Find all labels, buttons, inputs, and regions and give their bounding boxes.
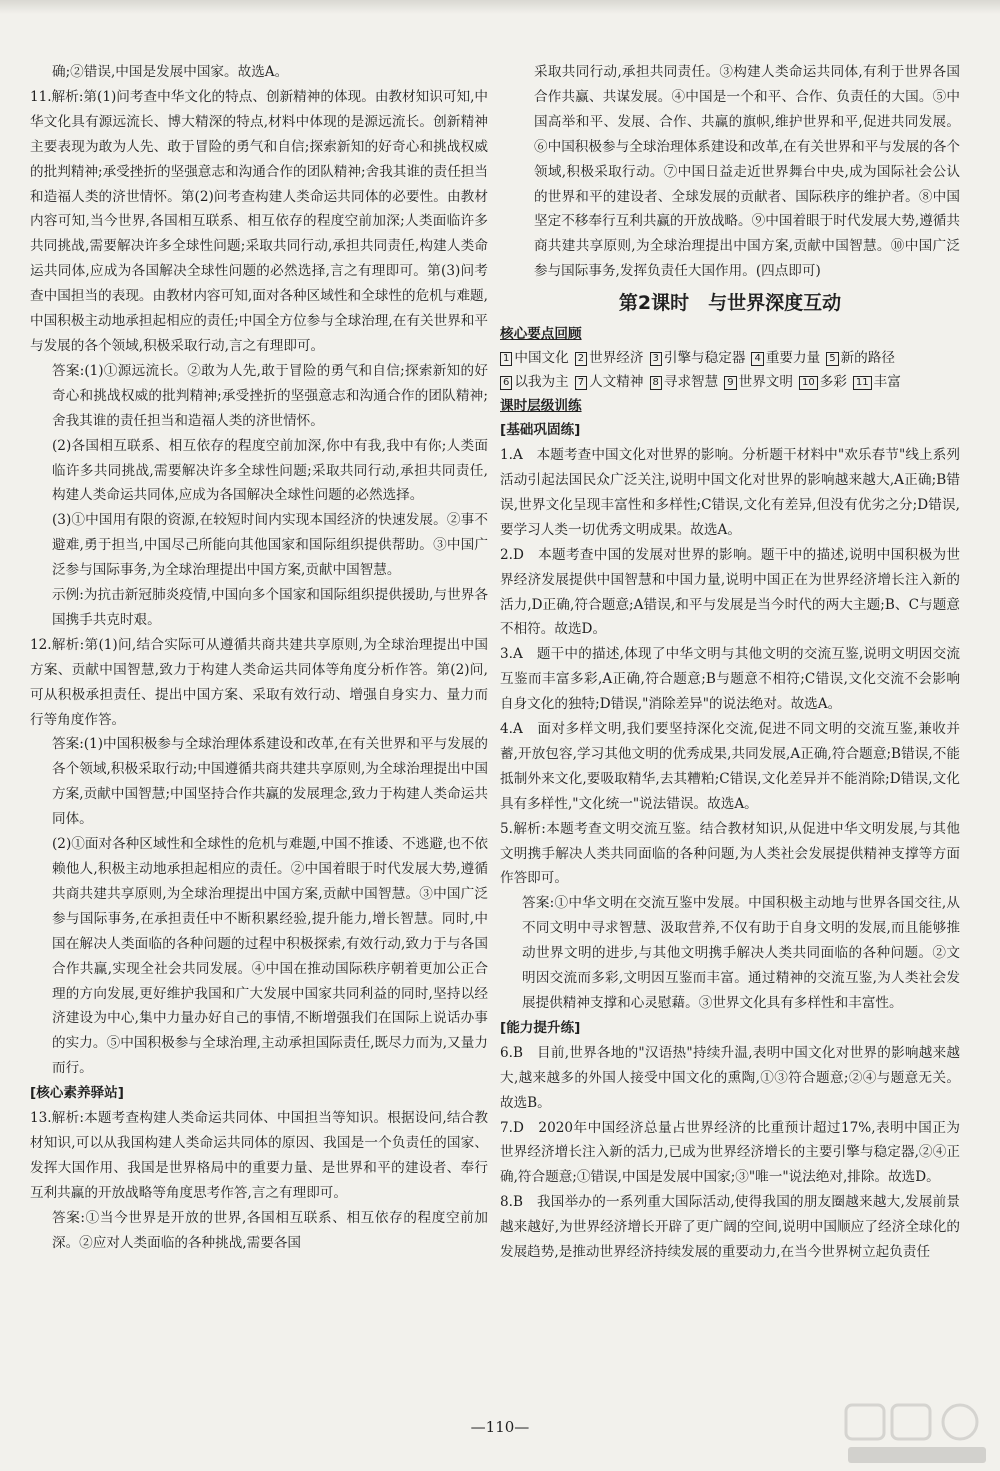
answer-paragraph: 4.A 面对多样文明,我们要坚持深化交流,促进不同文明的交流互鉴,兼收并蓄,开放包容,学习其他文明的优秀成果,共同发展,A正确,符合题意;B错误,不能抵制外来文化,要吸取精华,去其糟粕;C错误,文化差异并不能消除;D错误,文化具有多样性,"文化统一"说法错误。故选A。: [500, 721, 960, 812]
page-top-shadow: [0, 0, 1000, 14]
right-column-exercises: [500, 418, 960, 1265]
key-point-number: 1: [500, 352, 512, 366]
key-point-item: [724, 370, 793, 394]
key-point-number: 2: [575, 352, 587, 366]
section-heading: [核心素养驿站]: [30, 1085, 124, 1102]
section-heading: [能力提升练]: [500, 1019, 581, 1036]
answer-paragraph: 12.解析:第(1)问,结合实际可从遵循共商共建共享原则,为全球治理提出中国方案、贡献中国智慧,致力于构建人类命运共同体等角度分析作答。第(2)问,可从积极承担责任、提出中国方案、采取有效行动、增强自身实力、量力而行等角度作答。: [30, 636, 488, 728]
key-point-number: 7: [575, 376, 587, 390]
right-column-continuation: [500, 60, 960, 284]
answer-paragraph: 2.D 本题考查中国的发展对世界的影响。题干中的描述,说明中国积极为世界经济发展提供中国智慧和中国力量,说明中国正在为世界经济增长注入新的活力,D正确,符合题意;A错误,和平与发展是当今时代的两大主题;B、C与题意不相符。故选D。: [500, 546, 960, 638]
key-point-text: 丰富: [873, 374, 901, 391]
answer-paragraph: (2)各国相互联系、相互依存的程度空前加深,你中有我,我中有你;人类面临许多共同挑战,需要解决许多全球性问题;采取共同行动,承担共同责任,构建人类命运共同体,应成为各国解决全球性问题的必然选择。: [52, 437, 488, 504]
watermark-logo-icon: [842, 1401, 992, 1467]
answer-paragraph: 确;②错误,中国是发展中国家。故选A。: [52, 64, 289, 80]
answer-paragraph: 答案:(1)中国积极参与全球治理体系建设和改革,在有关世界和平与发展的各个领域,积极采取行动;中国遵循共商共建共享原则,为全球治理提出中国方案,贡献中国智慧;中国坚持合作共赢的发展理念,致力于构建人类命运共同体。: [52, 736, 488, 828]
page-number: —110—: [470, 1418, 530, 1436]
key-point-number: 4: [751, 352, 763, 366]
key-point-text: 世界文明: [738, 374, 793, 391]
answer-paragraph: 8.B 我国举办的一系列重大国际活动,使得我国的朋友圈越来越大,发展前景越来越好,为世界经济增长开辟了更广阔的空间,说明中国顺应了经济全球化的发展趋势,是推动世界经济持续发展的重要动力,在当今世界树立起负责任: [500, 1194, 960, 1261]
key-point-text: 新的路径: [840, 350, 895, 367]
key-point-number: 6: [500, 376, 512, 390]
key-point-text: 人文精神: [589, 374, 644, 391]
key-points-list: [500, 346, 960, 394]
key-point-item: [799, 370, 847, 394]
key-point-item: [500, 346, 569, 370]
answer-paragraph: 6.B 目前,世界各地的"汉语热"持续升温,表明中国文化对世界的影响越来越大,越来越多的外国人接受中国文化的熏陶,①③符合题意;②④与题意无关。故选B。: [500, 1044, 960, 1111]
key-point-number: 5: [826, 352, 838, 366]
answer-paragraph: (3)①中国用有限的资源,在较短时间内实现本国经济的快速发展。②事不避难,勇于担当,中国尽己所能向其他国家和国际组织提供帮助。③中国广泛参与国际事务,为全球治理提出中国方案,贡献中国智慧。: [52, 512, 488, 579]
key-point-item: [500, 370, 569, 394]
answer-paragraph: 7.D 2020年中国经济总量占世界经济的比重预计超过17%,表明中国正为世界经济增长注入新的活力,已成为世界经济增长的主要引擎与稳定器,②④正确,符合题意;①错误,中国是发展中国家;③"唯一"说法绝对,排除。故选D。: [500, 1119, 960, 1186]
answer-paragraph: 1.A 本题考查中国文化对世界的影响。分析题干材料中"欢乐春节"线上系列活动引起法国民众广泛关注,说明中国文化对世界的影响越来越大,A正确;B错误,世界文化呈现丰富性和多样性;C错误,文化有差异,但没有优劣之分;D错误,要学习人类一切优秀文明成果。故选A。: [500, 447, 960, 538]
key-point-text: 多彩: [819, 374, 847, 391]
key-point-text: 引擎与稳定器: [663, 350, 746, 367]
key-point-text: 寻求智慧: [663, 374, 719, 391]
key-point-item: [650, 370, 719, 394]
answer-paragraph: 答案:①中华文明在交流互鉴中发展。中国积极主动地与世界各国交往,从不同文明中寻求智慧、汲取营养,不仅有助于自身文明的发展,而且能够推动世界文明的进步,与其他文明携手解决人类共同面临的各种问题。②文明因交流而多彩,文明因互鉴而丰富。通过精神的交流互鉴,为人类社会发展提供精神支撑和心灵慰藉。③世界文化具有多样性和丰富性。: [522, 895, 960, 1011]
key-point-text: 中国文化: [514, 350, 569, 367]
answer-paragraph: 采取共同行动,承担共同责任。③构建人类命运共同体,有利于世界各国合作共赢、共谋发展。④中国是一个和平、合作、负责任的大国。⑤中国高举和平、发展、合作、共赢的旗帜,维护世界和平,促进共同发展。⑥中国积极参与全球治理体系建设和改革,在有关世界和平与发展的各个领域,积极采取行动。⑦中国日益走近世界舞台中央,成为国际社会公认的世界和平的建设者、全球发展的贡献者、国际秩序的维护者。⑧中国坚定不移奉行互利共赢的开放战略。⑨中国着眼于时代发展大势,遵循共商共建共享原则,为全球治理提出中国方案,贡献中国智慧。⑩中国广泛参与国际事务,发挥负责任大国作用。(四点即可): [534, 64, 960, 280]
lesson-title: 第2课时 与世界深度互动: [618, 292, 842, 315]
key-point-item: [751, 346, 820, 370]
key-point-number: 3: [650, 352, 662, 366]
key-point-item: [853, 370, 901, 394]
key-point-number: 9: [724, 376, 736, 390]
answer-paragraph: 答案:(1)①源远流长。②敢为人先,敢于冒险的勇气和自信;探索新知的好奇心和挑战权威的批判精神;承受挫折的坚强意志和沟通合作的团队精神;舍我其谁的责任担当和造福人类的济世情怀。: [52, 362, 488, 429]
key-point-item: [575, 370, 644, 394]
answer-paragraph: 11.解析:第(1)问考查中华文化的特点、创新精神的体现。由教材知识可知,中华文化具有源远流长、博大精深的特点,材料中体现的是源远流长。创新精神主要表现为敢为人先、敢于冒险的勇气和自信;探索新知的好奇心和挑战权威的批判精神;承受挫折的坚强意志和沟通合作的团队精神;舍我其谁的责任担当和造福人类的济世情怀。第(2)问考查构建人类命运共同体的必要性。由教材内容可知,当今世界,各国相互联系、相互依存的程度空前加深;人类面临许多共同挑战,需要解决许多全球性问题;采取共同行动,承担共同责任,构建人类命运共同体,应成为各国解决全球性问题的必然选择,言之有理即可。第(3)问考查中国担当的表现。由教材内容可知,面对各种区域性和全球性的危机与难题,中国积极主动地承担起相应的责任;中国全方位参与全球治理,在有关世界和平与发展的各个领域,积极采取行动,言之有理即可。: [30, 88, 488, 354]
answer-paragraph: 5.解析:本题考查文明交流互鉴。结合教材知识,从促进中华文明发展,与其他文明携手解决人类共同面临的各种问题,为人类社会发展提供精神支撑等方面作答即可。: [500, 820, 960, 887]
key-point-number: 10: [799, 376, 818, 390]
key-point-text: 以我为主: [514, 374, 569, 391]
answer-paragraph: 答案:①当今世界是开放的世界,各国相互联系、相互依存的程度空前加深。②应对人类面临的各种挑战,需要各国: [52, 1209, 488, 1251]
key-point-item: [826, 346, 895, 370]
key-point-text: 世界经济: [589, 350, 644, 367]
key-point-number: 11: [853, 376, 872, 390]
answer-paragraph: 13.解析:本题考查构建人类命运共同体、中国担当等知识。根据设问,结合教材知识,可以从我国构建人类命运共同体的原因、我国是一个负责任的国家、发挥大国作用、我国是世界格局中的重要力量、是世界和平的建设者、奉行互利共赢的开放战略等角度思考作答,言之有理即可。: [30, 1110, 488, 1201]
right-column: [500, 60, 960, 1265]
answer-paragraph: 示例:为抗击新冠肺炎疫情,中国向多个国家和国际组织提供援助,与世界各国携手共克时艰。: [52, 587, 488, 628]
key-point-item: [650, 346, 746, 370]
section-heading: [基础巩固练]: [500, 422, 581, 439]
answer-paragraph: 3.A 题干中的描述,体现了中华文明与其他文明的交流互鉴,说明文明因交流互鉴而丰富多彩,A正确,符合题意;B与题意不相符;C错误,文化交流不会影响自身文化的独特;D错误,"消除差异"的说法绝对。故选A。: [500, 646, 960, 713]
key-point-item: [575, 346, 644, 370]
key-point-number: 8: [650, 376, 662, 390]
tiered-training-label: 课时层级训练: [500, 398, 582, 415]
answer-paragraph: (2)①面对各种区域性和全球性的危机与难题,中国不推诿、不逃避,也不依赖他人,积极主动地承担起相应的责任。②中国着眼于时代发展大势,遵循共商共建共享原则,为全球治理提出中国方案,贡献中国智慧。③中国广泛参与国际事务,在承担责任中不断积累经验,提升能力,增长智慧。同时,中国在解决人类面临的各种问题的过程中积极探索,有效行动,致力于与各国合作共赢,实现全社会共同发展。④中国在推动国际秩序朝着更加公正合理的方向发展,更好维护我国和广大发展中国家共同利益的同时,坚持以经济建设为中心,集中力量办好自己的事情,不断增强我们在国际上说话办事的实力。⑤中国积极参与全球治理,主动承担国际责任,既尽力而为,又量力而行。: [52, 836, 488, 1077]
core-review-label: 核心要点回顾: [500, 326, 582, 343]
key-point-text: 重要力量: [765, 350, 821, 367]
left-column: [30, 60, 488, 1256]
